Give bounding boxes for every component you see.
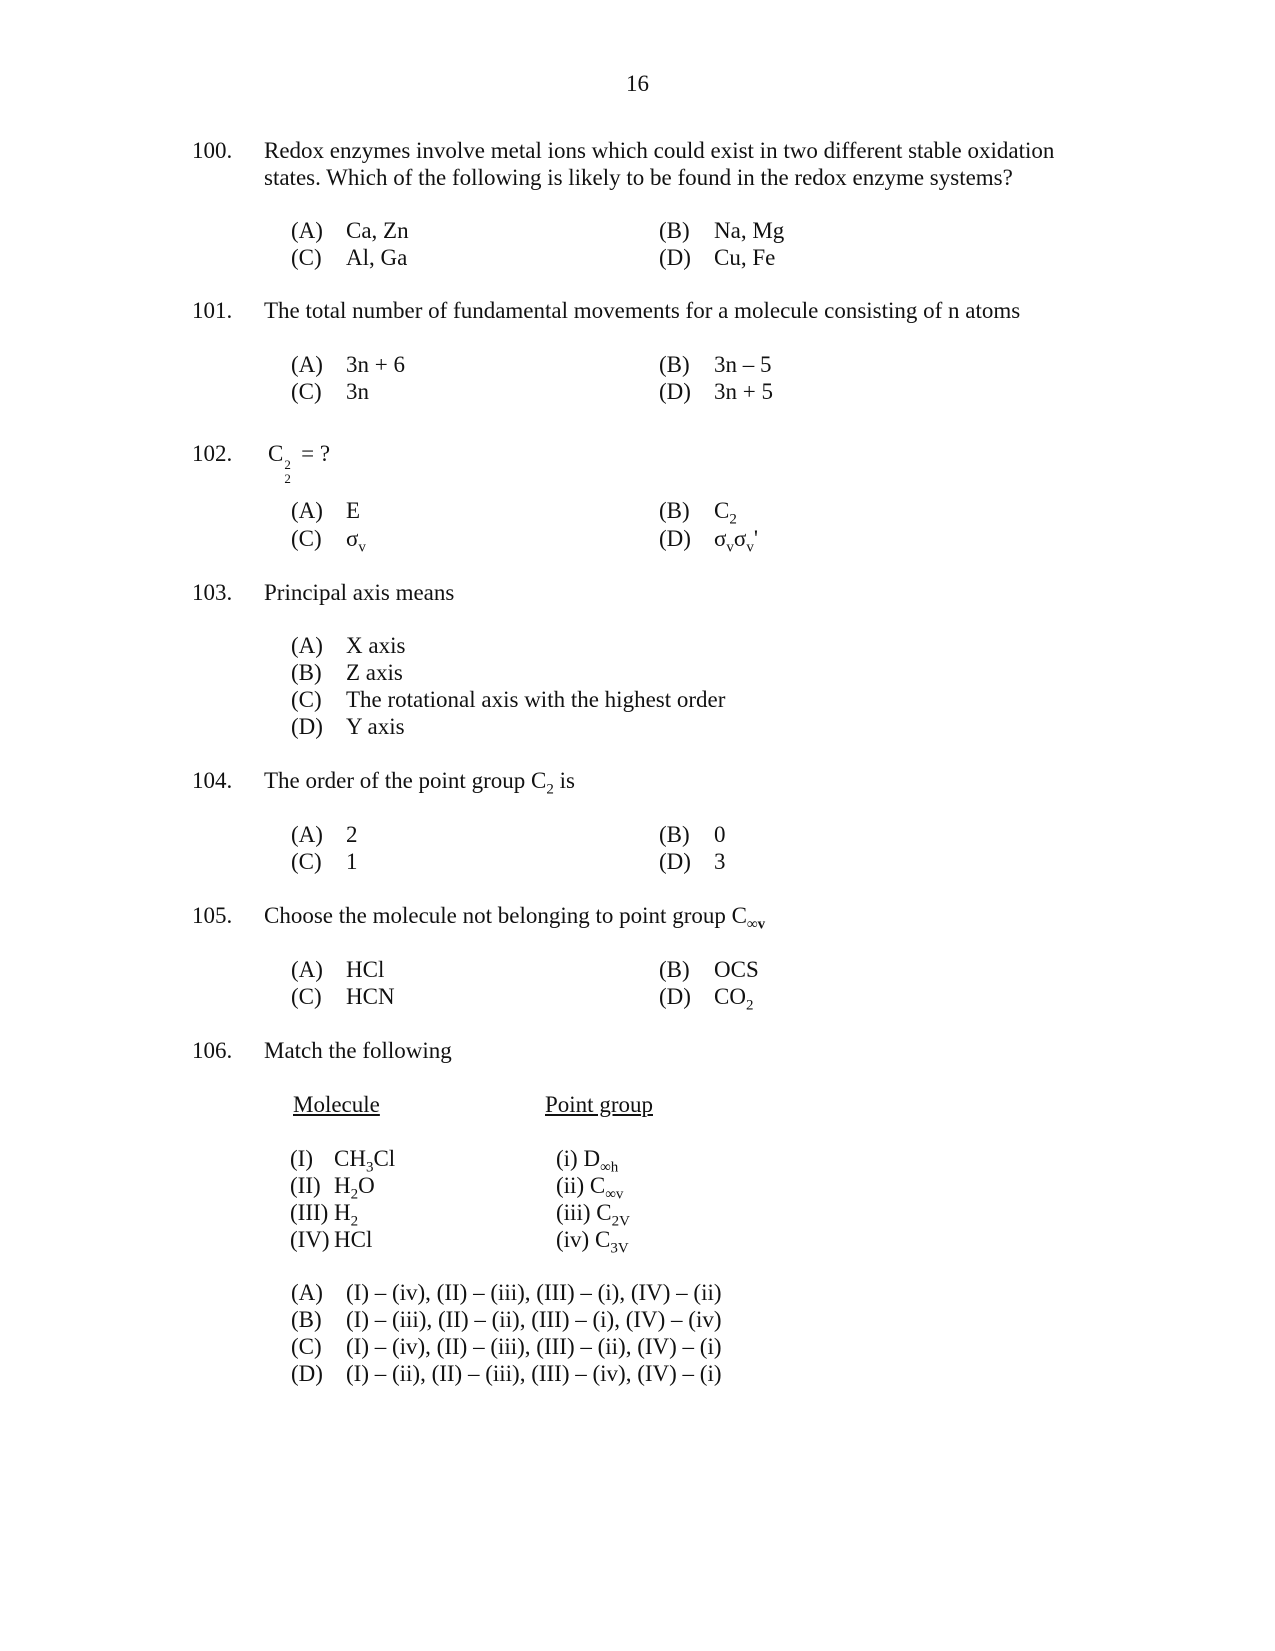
option-label: (C) — [291, 379, 322, 404]
question-text: Choose the molecule not belonging to point group $C_{\infty v}$ — [264, 903, 766, 933]
point-group-item: (iii) $C_{2V}$ — [556, 1200, 630, 1230]
option-label: (D) — [659, 245, 691, 270]
molecule-item: (III) $H_2$ — [290, 1200, 359, 1230]
option-text: The rotational axis with the highest order — [346, 687, 726, 712]
option-text: Na, Mg — [714, 218, 785, 243]
option-label: (C) — [291, 526, 322, 551]
option-label: (A) — [291, 957, 323, 982]
question-text: Principal axis means — [264, 580, 455, 605]
option-label: (D) — [291, 1361, 323, 1386]
option-label: (D) — [291, 714, 323, 739]
option-text: (I) – (iii), (II) – (ii), (III) – (i), (IV) – (iv) — [346, 1307, 722, 1332]
option-text: OCS — [714, 957, 759, 982]
point-group-item: (iv) $C_{3V}$ — [556, 1227, 629, 1257]
column-header-point-group: Point group — [545, 1092, 653, 1117]
option-text: $\sigma_v$ — [346, 526, 366, 556]
question-number: 104. — [192, 768, 233, 793]
option-label: (B) — [659, 498, 690, 523]
question-text: C 2 2 = ? — [268, 441, 331, 486]
option-text: 3n – 5 — [714, 352, 772, 377]
option-label: (A) — [291, 352, 323, 377]
option-text: $C_2$ — [714, 498, 737, 528]
option-text: 3n + 5 — [714, 379, 773, 404]
option-text: 1 — [346, 849, 358, 874]
option-label: (B) — [659, 957, 690, 982]
question-number: 101. — [192, 298, 233, 323]
option-label: (C) — [291, 984, 322, 1009]
option-text: 3 — [714, 849, 726, 874]
question-text: Match the following — [264, 1038, 452, 1063]
molecule-item: (I) $CH_3Cl$ — [290, 1146, 396, 1176]
option-label: (C) — [291, 245, 322, 270]
option-text: (I) – (iv), (II) – (iii), (III) – (i), (IV) – (ii) — [346, 1280, 722, 1305]
option-text: $\sigma_v\sigma_v'$ — [714, 526, 758, 556]
option-text: Ca, Zn — [346, 218, 409, 243]
option-text: Z axis — [346, 660, 403, 685]
option-text: 2 — [346, 822, 358, 847]
column-header-molecule: Molecule — [293, 1092, 380, 1117]
option-text: (I) – (iv), (II) – (iii), (III) – (ii), (IV) – (i) — [346, 1334, 722, 1359]
option-label: (B) — [659, 352, 690, 377]
option-text: 0 — [714, 822, 726, 847]
question-number: 105. — [192, 903, 233, 928]
option-label: (A) — [291, 218, 323, 243]
point-group-item: (ii) $C_{\infty v}$ — [556, 1173, 624, 1203]
question-text: The total number of fundamental movements for a molecule consisting of n atoms — [264, 298, 1021, 323]
option-label: (C) — [291, 1334, 322, 1359]
question-number: 103. — [192, 580, 233, 605]
molecule-item: (IV) HCl — [290, 1227, 373, 1252]
option-label: (A) — [291, 633, 323, 658]
question-text-line-1: Redox enzymes involve metal ions which could exist in two different stable oxidation — [264, 138, 1055, 163]
option-text: X axis — [346, 633, 406, 658]
option-label: (C) — [291, 687, 322, 712]
molecule-item: (II) $H_2O$ — [290, 1173, 375, 1203]
page-number: 16 — [626, 71, 649, 96]
option-text: HCN — [346, 984, 395, 1009]
option-label: (D) — [659, 379, 691, 404]
option-text: E — [346, 498, 361, 523]
question-number: 100. — [192, 138, 233, 163]
option-label: (B) — [659, 218, 690, 243]
question-number: 102. — [192, 441, 233, 466]
point-group-item: (i) $D_{\infty h}$ — [556, 1146, 619, 1176]
option-label: (B) — [291, 1307, 322, 1332]
option-text: (I) – (ii), (II) – (iii), (III) – (iv), (IV) – (i) — [346, 1361, 722, 1386]
option-label: (D) — [659, 526, 691, 551]
option-text: 3n — [346, 379, 369, 404]
option-label: (B) — [291, 660, 322, 685]
option-label: (C) — [291, 849, 322, 874]
option-label: (D) — [659, 984, 691, 1009]
option-text: Cu, Fe — [714, 245, 776, 270]
option-text: HCl — [346, 957, 385, 982]
option-text: 3n + 6 — [346, 352, 405, 377]
option-text: $CO_2$ — [714, 984, 754, 1014]
option-text: Y axis — [346, 714, 405, 739]
question-number: 106. — [192, 1038, 233, 1063]
option-label: (D) — [659, 849, 691, 874]
option-label: (A) — [291, 498, 323, 523]
option-label: (B) — [659, 822, 690, 847]
option-label: (A) — [291, 1280, 323, 1305]
option-text: Al, Ga — [346, 245, 408, 270]
question-text-line-2: states. Which of the following is likely to be found in the redox enzyme systems? — [264, 165, 1013, 190]
option-label: (A) — [291, 822, 323, 847]
question-text: The order of the point group $C_2$ is — [264, 768, 575, 798]
